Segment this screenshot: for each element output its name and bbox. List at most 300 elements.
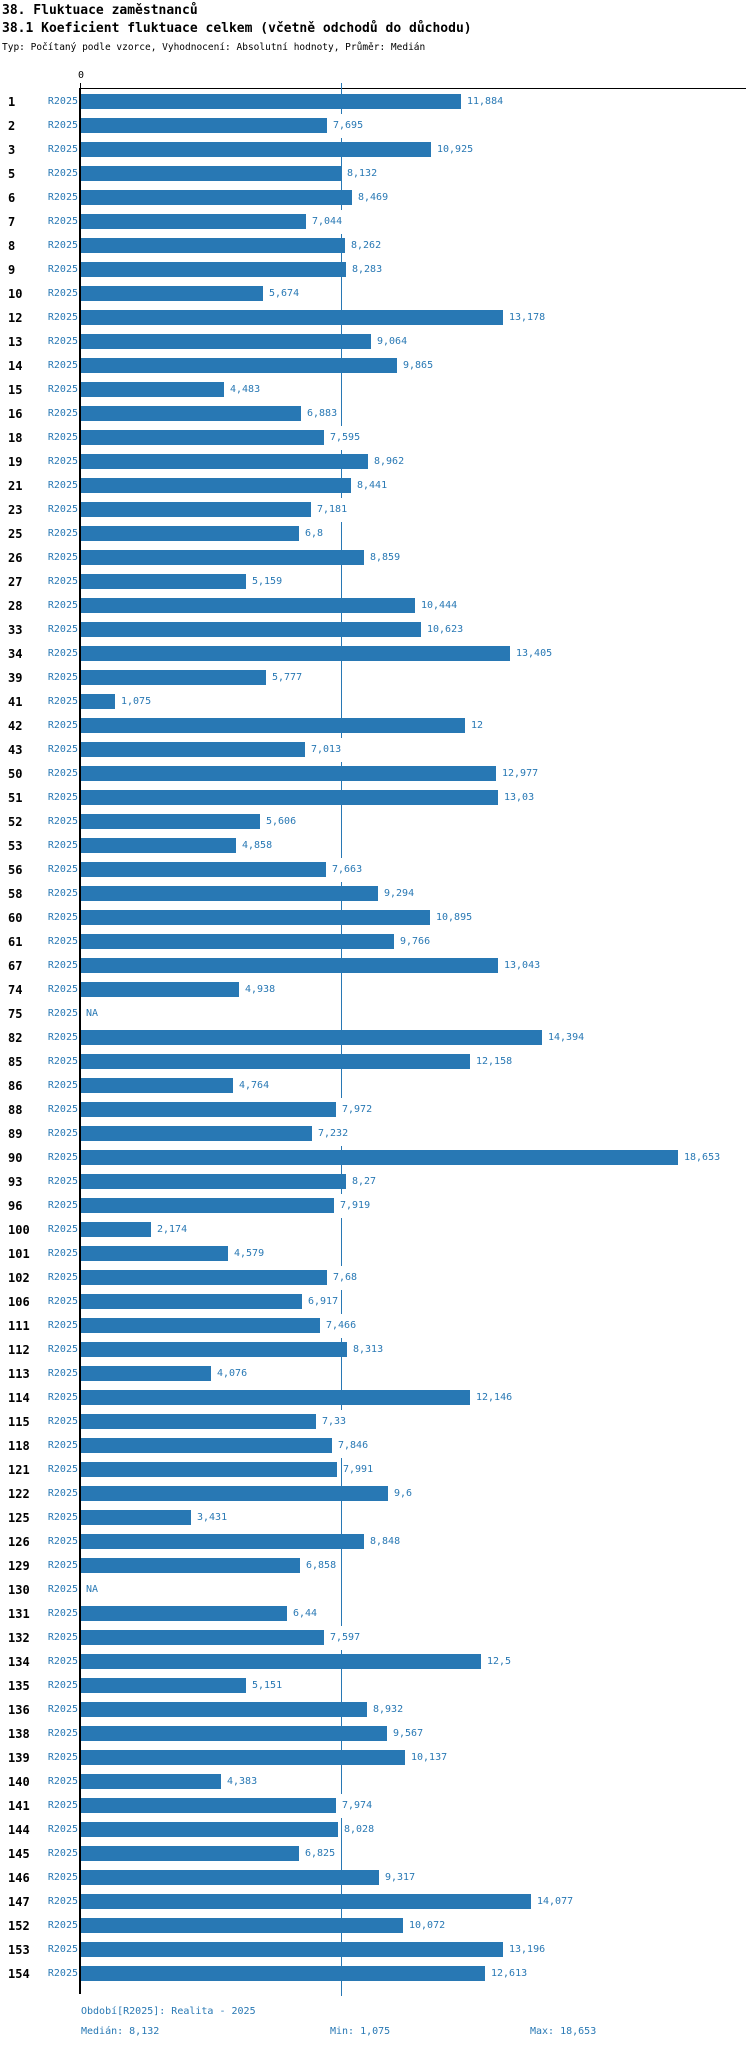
row-id-label: 41	[8, 695, 23, 709]
row-id-label: 56	[8, 863, 23, 877]
chart-row	[0, 306, 750, 330]
bar	[81, 1798, 336, 1813]
chart-row	[0, 1026, 750, 1050]
row-id-label: 43	[8, 743, 23, 757]
row-id-label: 67	[8, 959, 23, 973]
row-series-label: R2025	[47, 408, 78, 419]
bar	[81, 1078, 233, 1093]
chart-row	[0, 762, 750, 786]
row-id-label: 114	[8, 1391, 30, 1405]
bar-value-label: 14,394	[547, 1026, 585, 1050]
bar	[81, 718, 465, 733]
bar	[81, 574, 246, 589]
chart-row	[0, 594, 750, 618]
row-id-label: 6	[8, 191, 16, 205]
bar-value-label: 7,972	[341, 1098, 373, 1122]
chart-row	[0, 1458, 750, 1482]
row-series-label: R2025	[47, 840, 78, 851]
chart-row	[0, 258, 750, 282]
bar-value-label: 2,174	[156, 1218, 188, 1242]
bar	[81, 1654, 481, 1669]
chart-row	[0, 1578, 750, 1602]
bar-value-label: 7,044	[311, 210, 343, 234]
row-id-label: 7	[8, 215, 16, 229]
row-id-label: 33	[8, 623, 23, 637]
row-series-label: R2025	[47, 1320, 78, 1331]
bar	[81, 1942, 503, 1957]
bar	[81, 1918, 403, 1933]
bar-value-label: 8,848	[369, 1530, 401, 1554]
bar-value-label: 10,925	[436, 138, 474, 162]
row-id-label: 136	[8, 1703, 30, 1717]
chart-row	[0, 1386, 750, 1410]
chart-row	[0, 522, 750, 546]
chart-row	[0, 1866, 750, 1890]
row-id-label: 42	[8, 719, 23, 733]
row-series-label: R2025	[47, 792, 78, 803]
row-id-label: 153	[8, 1943, 30, 1957]
row-id-label: 140	[8, 1775, 30, 1789]
row-series-label: R2025	[47, 1944, 78, 1955]
row-series-label: R2025	[47, 312, 78, 323]
row-id-label: 106	[8, 1295, 30, 1309]
chart-row	[0, 1890, 750, 1914]
row-id-label: 131	[8, 1607, 30, 1621]
row-id-label: 112	[8, 1343, 30, 1357]
chart-row	[0, 1122, 750, 1146]
chart-row	[0, 1338, 750, 1362]
chart-row	[0, 1650, 750, 1674]
bar-value-label: 9,567	[392, 1722, 424, 1746]
row-id-label: 75	[8, 1007, 23, 1021]
chart-row	[0, 1962, 750, 1986]
row-id-label: 25	[8, 527, 23, 541]
bar-value-label: 8,283	[351, 258, 383, 282]
bar-value-label: 12,158	[475, 1050, 513, 1074]
chart-title: 38.1 Koeficient fluktuace celkem (včetně odchodů do důchodu)	[2, 21, 472, 36]
chart-row	[0, 1194, 750, 1218]
chart-row	[0, 90, 750, 114]
bar-value-label: 14,077	[536, 1890, 574, 1914]
bar-value-label: 13,03	[503, 786, 535, 810]
bar	[81, 1390, 470, 1405]
bar-value-label: 9,317	[384, 1866, 416, 1890]
bar	[81, 1318, 320, 1333]
row-id-label: 13	[8, 335, 23, 349]
row-series-label: R2025	[47, 384, 78, 395]
chart-row	[0, 210, 750, 234]
row-series-label: R2025	[47, 672, 78, 683]
row-series-label: R2025	[47, 1392, 78, 1403]
row-id-label: 8	[8, 239, 16, 253]
row-series-label: R2025	[47, 1824, 78, 1835]
bar	[81, 1606, 287, 1621]
row-id-label: 26	[8, 551, 23, 565]
row-id-label: 145	[8, 1847, 30, 1861]
row-id-label: 10	[8, 287, 23, 301]
chart-row	[0, 282, 750, 306]
row-series-label: R2025	[47, 120, 78, 131]
row-series-label: R2025	[47, 480, 78, 491]
bar-value-label: 7,181	[316, 498, 348, 522]
bar	[81, 310, 503, 325]
row-series-label: R2025	[47, 768, 78, 779]
row-id-label: 102	[8, 1271, 30, 1285]
row-id-label: 61	[8, 935, 23, 949]
row-series-label: R2025	[47, 1104, 78, 1115]
row-series-label: R2025	[47, 1968, 78, 1979]
bar-value-label: 1,075	[120, 690, 152, 714]
row-series-label: R2025	[47, 696, 78, 707]
bar	[81, 1102, 336, 1117]
row-series-label: R2025	[47, 576, 78, 587]
bar-value-label: 7,695	[332, 114, 364, 138]
row-id-label: 141	[8, 1799, 30, 1813]
row-id-label: 121	[8, 1463, 30, 1477]
bar-value-label: 10,444	[420, 594, 458, 618]
bar	[81, 910, 430, 925]
row-id-label: 58	[8, 887, 23, 901]
bar-value-label: 9,766	[399, 930, 431, 954]
bar-value-label: 8,469	[357, 186, 389, 210]
chart-row	[0, 1482, 750, 1506]
bar	[81, 1342, 347, 1357]
chart-row	[0, 1842, 750, 1866]
bar	[81, 358, 397, 373]
chart-row	[0, 1410, 750, 1434]
bar-value-label: 5,674	[268, 282, 300, 306]
chart-row	[0, 1434, 750, 1458]
footer-period: Období[R2025]: Realita - 2025	[81, 2006, 256, 2017]
row-id-label: 53	[8, 839, 23, 853]
bar-value-label: 8,028	[343, 1818, 375, 1842]
row-id-label: 100	[8, 1223, 30, 1237]
row-id-label: 3	[8, 143, 16, 157]
bar-value-label: 5,777	[271, 666, 303, 690]
bar-value-label: 12	[470, 714, 484, 738]
bar-value-label: 6,8	[304, 522, 324, 546]
row-series-label: R2025	[47, 240, 78, 251]
bar	[81, 118, 327, 133]
bar	[81, 670, 266, 685]
row-series-label: R2025	[47, 1896, 78, 1907]
bar	[81, 94, 461, 109]
bar-value-label: 6,825	[304, 1842, 336, 1866]
row-series-label: R2025	[47, 1800, 78, 1811]
bar-value-label: 6,858	[305, 1554, 337, 1578]
bar-value-label: 7,595	[329, 426, 361, 450]
row-id-label: 27	[8, 575, 23, 589]
bar-value-label: 5,159	[251, 570, 283, 594]
bar-value-label: 13,043	[503, 954, 541, 978]
row-series-label: R2025	[47, 1488, 78, 1499]
row-series-label: R2025	[47, 1248, 78, 1259]
row-id-label: 96	[8, 1199, 23, 1213]
row-series-label: R2025	[47, 1440, 78, 1451]
bar-value-label: 3,431	[196, 1506, 228, 1530]
row-series-label: R2025	[47, 1080, 78, 1091]
chart-row	[0, 738, 750, 762]
row-series-label: R2025	[47, 1464, 78, 1475]
bar-value-label: 18,653	[683, 1146, 721, 1170]
chart-row	[0, 570, 750, 594]
row-series-label: R2025	[47, 864, 78, 875]
chart-row	[0, 1938, 750, 1962]
chart-meta-line: Typ: Počítaný podle vzorce, Vyhodnocení: Absolutní hodnoty, Průměr: Medián	[2, 42, 426, 53]
row-id-label: 134	[8, 1655, 30, 1669]
bar	[81, 262, 346, 277]
bar-value-label: 8,441	[356, 474, 388, 498]
row-series-label: R2025	[47, 288, 78, 299]
bar-value-label: 4,483	[229, 378, 261, 402]
row-id-label: 146	[8, 1871, 30, 1885]
row-series-label: R2025	[47, 456, 78, 467]
chart-row	[0, 402, 750, 426]
bar-value-label: 10,895	[435, 906, 473, 930]
bar-value-label: 9,6	[393, 1482, 413, 1506]
bar	[81, 1486, 388, 1501]
bar	[81, 1750, 405, 1765]
chart-row	[0, 642, 750, 666]
chart-row	[0, 1074, 750, 1098]
row-id-label: 52	[8, 815, 23, 829]
bar	[81, 1558, 300, 1573]
bar-value-label: 6,44	[292, 1602, 318, 1626]
bar	[81, 1630, 324, 1645]
row-series-label: R2025	[47, 1296, 78, 1307]
bar	[81, 502, 311, 517]
row-series-label: R2025	[47, 1704, 78, 1715]
row-series-label: R2025	[47, 1608, 78, 1619]
bar-value-label: 4,076	[216, 1362, 248, 1386]
chart-row	[0, 1770, 750, 1794]
row-series-label: R2025	[47, 600, 78, 611]
row-series-label: R2025	[47, 1032, 78, 1043]
bar	[81, 1678, 246, 1693]
row-series-label: R2025	[47, 192, 78, 203]
row-series-label: R2025	[47, 624, 78, 635]
row-series-label: R2025	[47, 816, 78, 827]
row-id-label: 130	[8, 1583, 30, 1597]
row-na-label: NA	[85, 1002, 99, 1026]
chart-row	[0, 786, 750, 810]
row-id-label: 125	[8, 1511, 30, 1525]
bar-value-label: 7,846	[337, 1434, 369, 1458]
bar	[81, 406, 301, 421]
row-id-label: 93	[8, 1175, 23, 1189]
chart-row	[0, 450, 750, 474]
bar	[81, 1846, 299, 1861]
row-id-label: 14	[8, 359, 23, 373]
chart-row	[0, 1554, 750, 1578]
row-series-label: R2025	[47, 552, 78, 563]
row-id-label: 18	[8, 431, 23, 445]
footer-min: Min: 1,075	[330, 2026, 391, 2037]
chart-row	[0, 618, 750, 642]
row-series-label: R2025	[47, 264, 78, 275]
chart-row	[0, 930, 750, 954]
bar	[81, 190, 352, 205]
chart-row	[0, 1722, 750, 1746]
bar	[81, 622, 421, 637]
row-id-label: 23	[8, 503, 23, 517]
row-id-label: 60	[8, 911, 23, 925]
row-id-label: 129	[8, 1559, 30, 1573]
bar-value-label: 10,623	[426, 618, 464, 642]
chart-row	[0, 474, 750, 498]
row-series-label: R2025	[47, 1872, 78, 1883]
chart-row	[0, 1170, 750, 1194]
chart-row	[0, 954, 750, 978]
bar	[81, 1150, 678, 1165]
row-series-label: R2025	[47, 1728, 78, 1739]
row-id-label: 1	[8, 95, 16, 109]
bar	[81, 934, 394, 949]
chart-row	[0, 426, 750, 450]
bar	[81, 838, 236, 853]
row-id-label: 12	[8, 311, 23, 325]
bar-value-label: 7,68	[332, 1266, 358, 1290]
chart-row	[0, 234, 750, 258]
row-id-label: 101	[8, 1247, 30, 1261]
chart-row	[0, 858, 750, 882]
bar-value-label: 8,132	[346, 162, 378, 186]
row-id-label: 135	[8, 1679, 30, 1693]
chart-row	[0, 498, 750, 522]
chart-row	[0, 1506, 750, 1530]
row-series-label: R2025	[47, 1152, 78, 1163]
bar	[81, 814, 260, 829]
bar	[81, 1030, 542, 1045]
row-id-label: 50	[8, 767, 23, 781]
chart-row	[0, 834, 750, 858]
bar	[81, 1774, 221, 1789]
bar-value-label: 7,597	[329, 1626, 361, 1650]
row-series-label: R2025	[47, 1536, 78, 1547]
row-id-label: 82	[8, 1031, 23, 1045]
row-series-label: R2025	[47, 1680, 78, 1691]
report-title: 38. Fluktuace zaměstnanců	[2, 3, 198, 18]
bar	[81, 1966, 485, 1981]
bar	[81, 430, 324, 445]
chart-row	[0, 114, 750, 138]
bar	[81, 1702, 367, 1717]
row-series-label: R2025	[47, 648, 78, 659]
row-series-label: R2025	[47, 1920, 78, 1931]
row-series-label: R2025	[47, 1416, 78, 1427]
chart-row	[0, 162, 750, 186]
row-id-label: 154	[8, 1967, 30, 1981]
bar	[81, 766, 496, 781]
chart-row	[0, 714, 750, 738]
chart-row	[0, 1362, 750, 1386]
bar-value-label: 7,013	[310, 738, 342, 762]
bar-value-label: 5,151	[251, 1674, 283, 1698]
row-id-label: 19	[8, 455, 23, 469]
bar-value-label: 7,232	[317, 1122, 349, 1146]
bar	[81, 1438, 332, 1453]
bar	[81, 382, 224, 397]
row-series-label: R2025	[47, 1128, 78, 1139]
bar	[81, 1174, 346, 1189]
row-id-label: 88	[8, 1103, 23, 1117]
row-series-label: R2025	[47, 1656, 78, 1667]
row-id-label: 16	[8, 407, 23, 421]
row-series-label: R2025	[47, 432, 78, 443]
chart-row	[0, 1530, 750, 1554]
bar-value-label: 6,917	[307, 1290, 339, 1314]
row-id-label: 2	[8, 119, 16, 133]
bar-value-label: 9,294	[383, 882, 415, 906]
row-series-label: R2025	[47, 888, 78, 899]
bar	[81, 1534, 364, 1549]
row-id-label: 89	[8, 1127, 23, 1141]
row-series-label: R2025	[47, 144, 78, 155]
bar-value-label: 10,072	[408, 1914, 446, 1938]
bar	[81, 1126, 312, 1141]
bar-value-label: 11,884	[466, 90, 504, 114]
bar-value-label: 7,919	[339, 1194, 371, 1218]
chart-row	[0, 1746, 750, 1770]
bar-value-label: 4,764	[238, 1074, 270, 1098]
row-series-label: R2025	[47, 1560, 78, 1571]
chart-row	[0, 378, 750, 402]
chart-row	[0, 546, 750, 570]
bar	[81, 1294, 302, 1309]
bar-value-label: 5,606	[265, 810, 297, 834]
chart-row	[0, 330, 750, 354]
bar-value-label: 4,383	[226, 1770, 258, 1794]
bar-value-label: 8,27	[351, 1170, 377, 1194]
row-series-label: R2025	[47, 1632, 78, 1643]
chart-row	[0, 1146, 750, 1170]
row-id-label: 86	[8, 1079, 23, 1093]
row-id-label: 152	[8, 1919, 30, 1933]
row-series-label: R2025	[47, 336, 78, 347]
row-series-label: R2025	[47, 1008, 78, 1019]
bar	[81, 166, 341, 181]
row-series-label: R2025	[47, 360, 78, 371]
bar	[81, 1894, 531, 1909]
row-series-label: R2025	[47, 96, 78, 107]
row-id-label: 9	[8, 263, 16, 277]
chart-row	[0, 1098, 750, 1122]
x-axis-zero-label: 0	[77, 70, 85, 81]
bar-value-label: 8,859	[369, 546, 401, 570]
bar	[81, 862, 326, 877]
row-id-label: 115	[8, 1415, 30, 1429]
row-series-label: R2025	[47, 720, 78, 731]
row-series-label: R2025	[47, 1056, 78, 1067]
row-id-label: 21	[8, 479, 23, 493]
bar-value-label: 9,865	[402, 354, 434, 378]
bar	[81, 694, 115, 709]
chart-row	[0, 1914, 750, 1938]
bar-value-label: 8,932	[372, 1698, 404, 1722]
bar	[81, 1366, 211, 1381]
bar-value-label: 10,137	[410, 1746, 448, 1770]
row-id-label: 113	[8, 1367, 30, 1381]
chart-row	[0, 1290, 750, 1314]
row-series-label: R2025	[47, 1224, 78, 1235]
row-id-label: 51	[8, 791, 23, 805]
row-series-label: R2025	[47, 504, 78, 515]
bar	[81, 1246, 228, 1261]
bar	[81, 1270, 327, 1285]
bar-value-label: 13,196	[508, 1938, 546, 1962]
row-series-label: R2025	[47, 216, 78, 227]
row-series-label: R2025	[47, 984, 78, 995]
